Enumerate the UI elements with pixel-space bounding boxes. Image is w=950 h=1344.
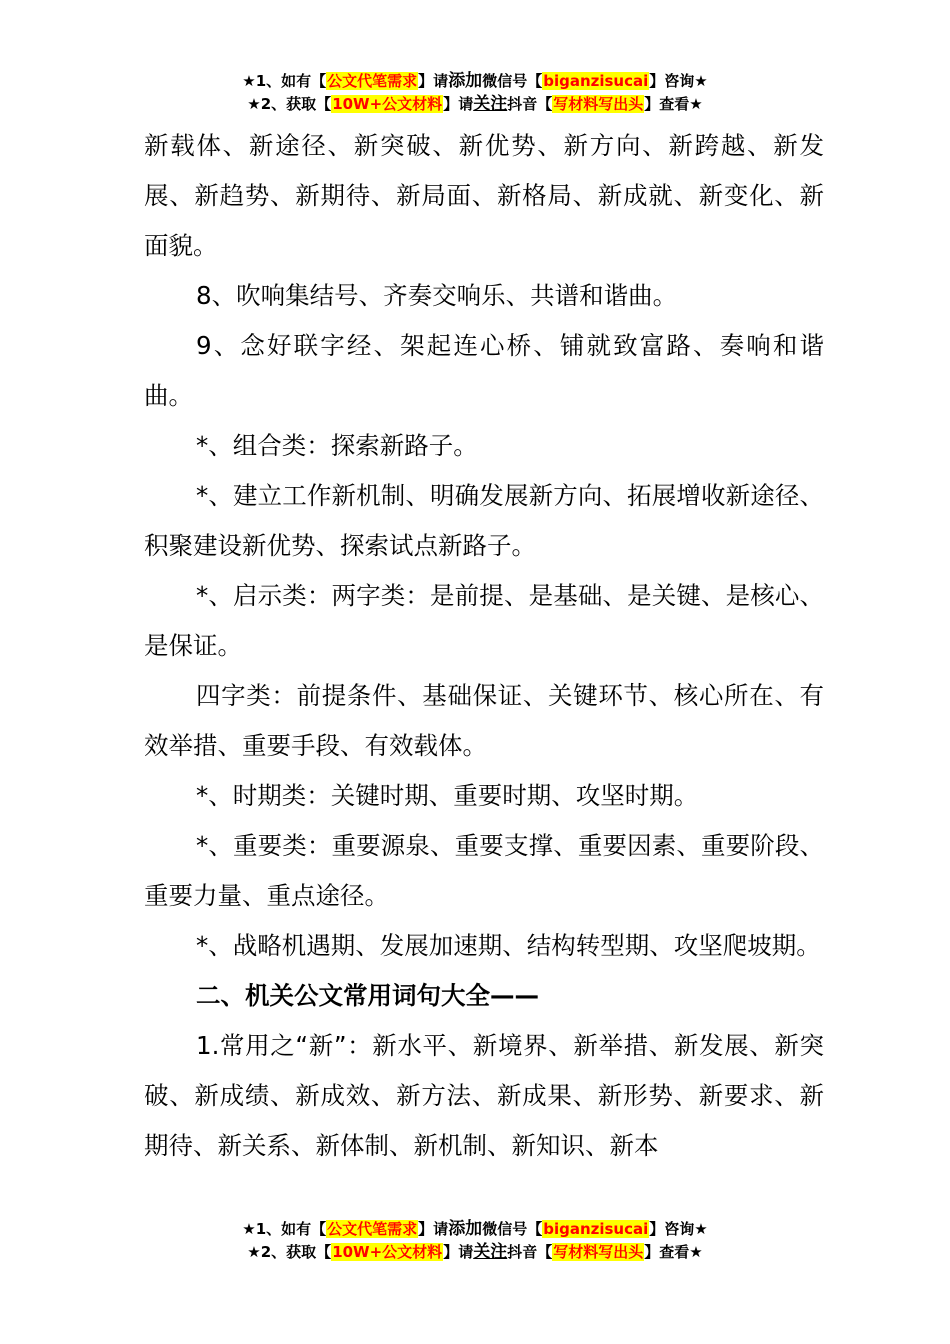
banner-emphasis: 添加 <box>448 1219 483 1239</box>
banner-douyin-id: 写材料写出头 <box>553 1243 644 1261</box>
banner-text: 】查看★ <box>644 1243 703 1261</box>
paragraph: 新载体、新途径、新突破、新优势、新方向、新跨越、新发展、新趋势、新期待、新局面、新格局、新成就、新变化、新面貌。 <box>144 131 824 260</box>
banner-text: 微信号【 <box>482 1220 543 1238</box>
banner-text: 】请 <box>443 95 474 113</box>
banner-highlight: 公文代笔需求 <box>327 72 418 90</box>
banner-text: 抖音【 <box>507 95 553 113</box>
banner-line-2 <box>0 93 950 116</box>
banner-highlight: 公文代笔需求 <box>327 1220 418 1238</box>
banner-text: ★2、获取【 <box>247 1243 332 1261</box>
paragraph: 9、念好联字经、架起连心桥、铺就致富路、奏响和谐曲。 <box>144 331 824 410</box>
banner-emphasis: 关注 <box>473 94 508 114</box>
paragraph: *、组合类：探索新路子。 <box>196 431 478 460</box>
banner-wechat-id: biganzisucai <box>543 1220 649 1238</box>
banner-text: ★2、获取【 <box>247 95 332 113</box>
banner-line-1 <box>0 70 950 93</box>
banner-line-1 <box>0 1218 950 1241</box>
banner-douyin-id: 写材料写出头 <box>553 95 644 113</box>
section-heading: 二、机关公文常用词句大全—— <box>196 981 539 1010</box>
banner-emphasis: 关注 <box>473 1242 508 1262</box>
paragraph: 8、吹响集结号、齐奏交响乐、共谱和谐曲。 <box>196 281 678 310</box>
paragraph: *、建立工作新机制、明确发展新方向、拓展增收新途径、积聚建设新优势、探索试点新路子。 <box>144 481 824 560</box>
banner-highlight: 10W+公文材料 <box>332 1243 443 1261</box>
banner-highlight: 10W+公文材料 <box>332 95 443 113</box>
banner-text: 】咨询★ <box>649 72 708 90</box>
banner-text: 】查看★ <box>644 95 703 113</box>
header-banner <box>0 70 950 116</box>
banner-text: 】请 <box>418 1220 449 1238</box>
banner-text: 抖音【 <box>507 1243 553 1261</box>
banner-text: ★1、如有【 <box>242 72 327 90</box>
paragraph: *、重要类：重要源泉、重要支撑、重要因素、重要阶段、重要力量、重点途径。 <box>144 831 824 910</box>
banner-emphasis: 添加 <box>448 71 483 91</box>
banner-text: 】请 <box>443 1243 474 1261</box>
banner-text: 】请 <box>418 72 449 90</box>
paragraph: *、时期类：关键时期、重要时期、攻坚时期。 <box>196 781 699 810</box>
document-body <box>144 121 824 1171</box>
banner-line-2 <box>0 1241 950 1264</box>
paragraph: *、启示类：两字类：是前提、是基础、是关键、是核心、是保证。 <box>144 581 824 660</box>
paragraph: *、战略机遇期、发展加速期、结构转型期、攻坚爬坡期。 <box>196 931 821 960</box>
banner-text: 】咨询★ <box>649 1220 708 1238</box>
paragraph: 1.常用之“新”：新水平、新境界、新举措、新发展、新突破、新成绩、新成效、新方法、新成果、新形势、新要求、新期待、新关系、新体制、新机制、新知识、新本 <box>144 1031 824 1160</box>
banner-text: 微信号【 <box>482 72 543 90</box>
banner-wechat-id: biganzisucai <box>543 72 649 90</box>
paragraph: 四字类：前提条件、基础保证、关键环节、核心所在、有效举措、重要手段、有效载体。 <box>144 681 824 760</box>
footer-banner <box>0 1218 950 1264</box>
banner-text: ★1、如有【 <box>242 1220 327 1238</box>
